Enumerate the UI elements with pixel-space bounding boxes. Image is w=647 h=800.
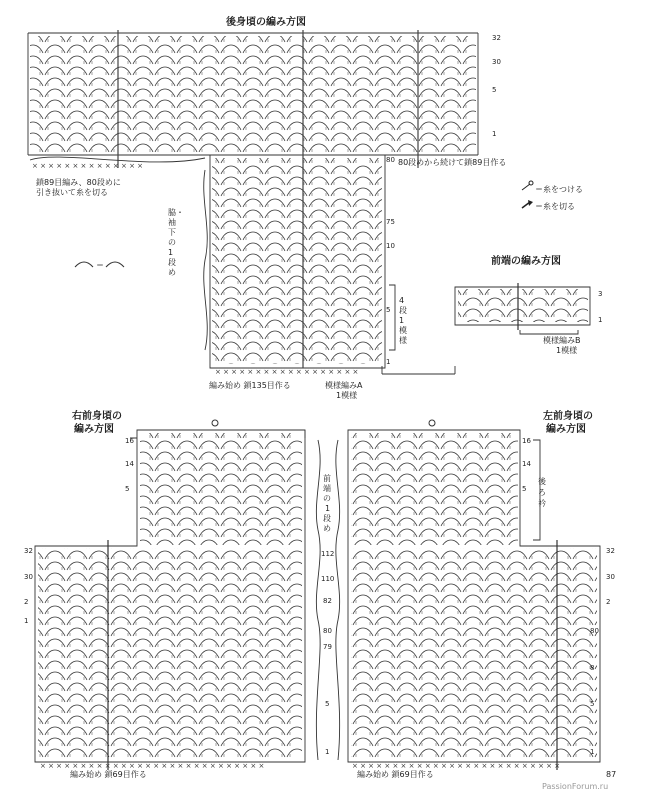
row-number: 32 bbox=[24, 547, 33, 555]
center-label-2: 端 bbox=[323, 484, 331, 493]
row-number: 79 bbox=[323, 643, 332, 651]
watermark: PassionForum.ru bbox=[542, 782, 609, 791]
legend-equals: ＝ bbox=[96, 261, 104, 270]
right-front-lower-stitches bbox=[38, 548, 302, 758]
row-number: 1 bbox=[492, 130, 497, 138]
legend-attach: ＝糸をつける bbox=[535, 185, 583, 194]
repeat-4: 4 bbox=[399, 296, 405, 305]
row-number: 14 bbox=[125, 460, 134, 468]
row-number: 1 bbox=[24, 617, 29, 625]
left-front-start-note: 編み始め 鎖69目作る bbox=[357, 770, 434, 779]
row-number: 5 bbox=[522, 485, 527, 493]
right-front-start-note: 編み始め 鎖69目作る bbox=[70, 770, 147, 779]
row-number: 1 bbox=[325, 748, 330, 756]
row-number: 80 bbox=[590, 627, 599, 635]
right-front-title-2: 編み方図 bbox=[74, 424, 114, 435]
collar-label-2: ろ bbox=[538, 488, 546, 497]
row-number: 30 bbox=[492, 58, 501, 66]
svg-text:× × × × × × × × × × × × × × ×: × × × × × × × × × × × × × × × × × × × × × × × × × × × × bbox=[40, 762, 265, 770]
right-front-upper-stitches bbox=[140, 433, 302, 545]
svg-text:× × × × × × × × × × × × × × ×: × × × × × × × × × × × × × × × × × × bbox=[215, 368, 359, 376]
row-number: 5 bbox=[492, 86, 497, 94]
side-seam-label: 脇・袖下の1段め bbox=[168, 208, 184, 277]
collar-label-1: 後 bbox=[538, 477, 546, 486]
back-yoke-stitches bbox=[30, 36, 476, 152]
repeat-mo: 模 bbox=[399, 326, 407, 335]
left-front-lower-stitches bbox=[351, 548, 597, 758]
center-label-4: 1 bbox=[325, 504, 331, 513]
back-body-stitches bbox=[212, 158, 382, 364]
repeat-you: 様 bbox=[399, 336, 407, 345]
row-number: 5 bbox=[325, 700, 330, 708]
center-label-3: の bbox=[323, 494, 331, 503]
row-number: 32 bbox=[492, 34, 501, 42]
row-number: 16 bbox=[125, 437, 134, 445]
row-number: 3 bbox=[598, 290, 603, 298]
page-number: 87 bbox=[606, 770, 617, 779]
row-number: 110 bbox=[321, 575, 335, 583]
row-number: 8 bbox=[590, 664, 595, 672]
repeat-1: 1 bbox=[399, 316, 405, 325]
row-number: 2 bbox=[606, 598, 611, 606]
center-label-6: め bbox=[323, 524, 331, 533]
pattern-bracket bbox=[382, 366, 455, 374]
left-front-upper-stitches bbox=[351, 433, 518, 545]
row-number: 2 bbox=[24, 598, 29, 606]
repeat-dan: 段 bbox=[399, 306, 407, 315]
left-front-title-1: 左前身頃の bbox=[543, 411, 593, 422]
row-number: 75 bbox=[386, 218, 395, 226]
row-number: 30 bbox=[24, 573, 33, 581]
row-number: 112 bbox=[321, 550, 335, 558]
collar-label-3: 衿 bbox=[538, 499, 546, 508]
front-edge-title: 前端の編み方図 bbox=[491, 256, 561, 267]
right-front-title-1: 右前身頃の bbox=[72, 411, 122, 422]
row-number: 10 bbox=[386, 242, 395, 250]
row-number: 5 bbox=[125, 485, 130, 493]
chain-note-line1: 鎖89目編み、80段めに bbox=[36, 178, 121, 187]
pattern-a-repeat: 1模様 bbox=[336, 391, 358, 400]
center-label-5: 段 bbox=[323, 514, 331, 523]
left-front-title-2: 編み方図 bbox=[546, 424, 586, 435]
back-chart-title: 後身頃の編み方図 bbox=[226, 17, 306, 28]
row-number: 1 bbox=[598, 316, 603, 324]
legend-cut: ＝糸を切る bbox=[535, 202, 575, 211]
pattern-b-label: 模様編みB bbox=[543, 336, 581, 345]
row-number: 16 bbox=[522, 437, 531, 445]
continue-chain-note: 80段めから続けて鎖89目作る bbox=[398, 158, 507, 167]
svg-text:× × × × × × × × × × × × × ×: × × × × × × × × × × × × × × bbox=[32, 162, 144, 170]
pattern-a-label: 模様編みA bbox=[325, 381, 363, 390]
chain-note-line2: 引き抜いて糸を切る bbox=[36, 188, 108, 197]
pattern-b-repeat: 1模様 bbox=[556, 346, 578, 355]
back-start-note: 編み始め 鎖135目作る bbox=[209, 381, 291, 390]
svg-text:× × × × × × × × × × × × × × ×: × × × × × × × × × × × × × × × × × × × × × × × × × × bbox=[352, 762, 561, 770]
front-edge-stitches bbox=[458, 289, 588, 322]
row-number: 1 bbox=[590, 748, 595, 756]
row-number: 5 bbox=[590, 700, 595, 708]
row-number: 82 bbox=[323, 597, 332, 605]
row-number: 5 bbox=[386, 306, 391, 314]
row-number: 14 bbox=[522, 460, 531, 468]
row-number: 30 bbox=[606, 573, 615, 581]
row-number: 1 bbox=[386, 358, 391, 366]
row-number: 80 bbox=[323, 627, 332, 635]
center-label-1: 前 bbox=[323, 474, 331, 483]
row-number: 80 bbox=[386, 156, 395, 164]
row-number: 32 bbox=[606, 547, 615, 555]
